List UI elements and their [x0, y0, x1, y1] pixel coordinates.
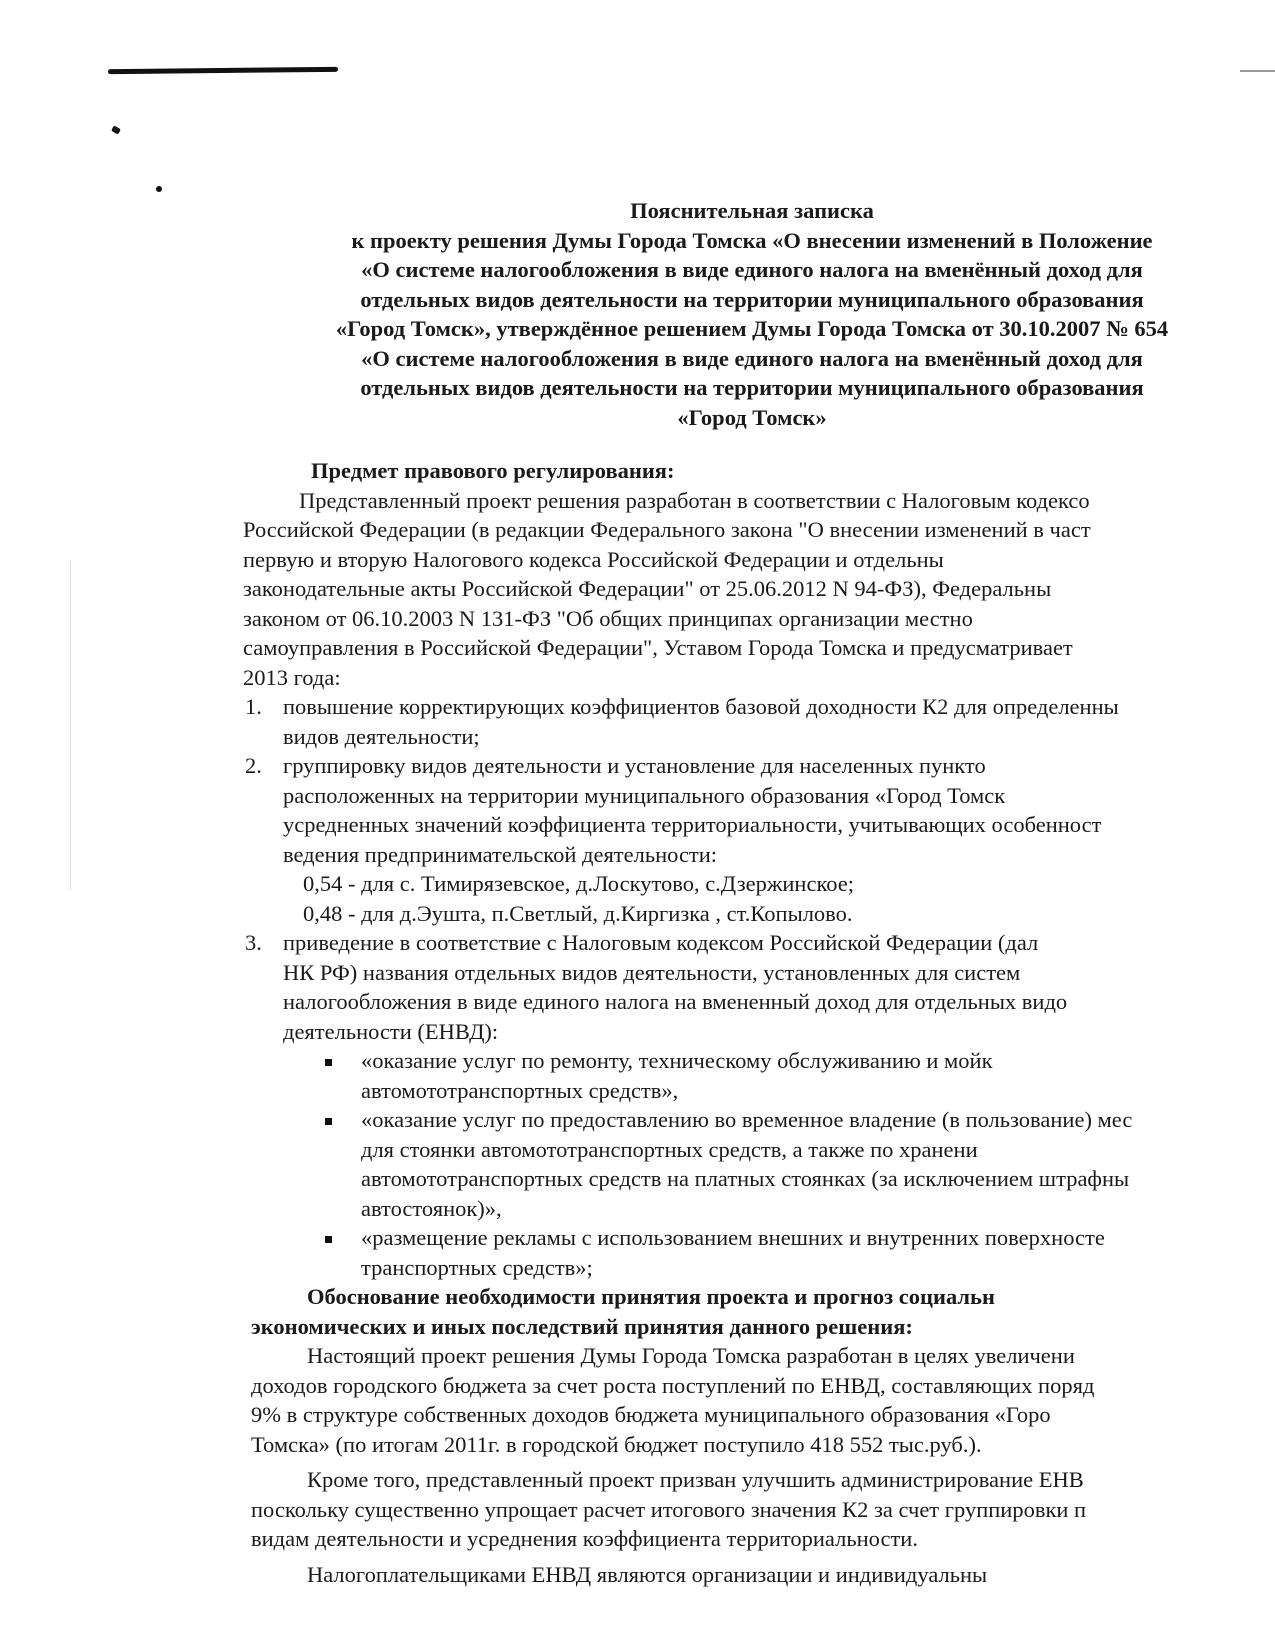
text-line: видам деятельности и усреднения коэффициента территориальности. — [251, 1526, 918, 1551]
bullet-item — [325, 1105, 1275, 1223]
title-line: «О системе налогообложения в виде единого налога на вменённый доход для — [361, 257, 1143, 282]
list-item — [245, 928, 1275, 1046]
text-line: законодательные акты Российской Федерации" от 25.06.2012 N 94-ФЗ), Федеральны — [243, 576, 1052, 601]
text-line: ведения предпринимательской деятельности: — [283, 841, 718, 867]
text-line: Томска» (по итогам 2011г. в городской бюджет поступило 418 552 тыс.руб.). — [251, 1431, 982, 1457]
title-line: «Город Томск», утверждённое решением Думы Города Томска от 30.10.2007 № 654 — [335, 316, 1169, 341]
document-page — [243, 196, 1275, 1589]
paragraph — [251, 1465, 1275, 1554]
text-line: транспортных средств»; — [361, 1254, 593, 1280]
title-line: Пояснительная записка — [630, 198, 874, 223]
text-line: автомототранспортных средств», — [361, 1077, 679, 1103]
list-number: 1. — [245, 694, 262, 719]
text-line: «оказание услуг по ремонту, техническому обслуживанию и мойк — [361, 1048, 993, 1073]
text-line: Представленный проект решения разработан в соответствии с Налоговым кодексо — [299, 487, 1090, 513]
text-line: поскольку существенно упрощает расчет итогового значения К2 за счет группировки п — [251, 1496, 1087, 1522]
text-line: Российской Федерации (в редакции Федерального закона "О внесении изменений в част — [243, 517, 1091, 542]
bullet-marker — [325, 1046, 361, 1105]
text-line: Налогоплательщиками ЕНВД являются организации и индивидуальны — [307, 1561, 988, 1587]
scan-artifact-vertical — [70, 560, 71, 890]
bullet-marker — [325, 1223, 361, 1282]
title-line: «О системе налогообложения в виде единого налога на вменённый доход для — [361, 345, 1143, 371]
bullet-item — [325, 1223, 1275, 1282]
text-line: «оказание услуг по предоставлению во временное владение (в пользование) мес — [361, 1107, 1133, 1132]
text-line: приведение в соответствие с Налоговым кодексом Российской Федерации (дал — [283, 930, 1039, 955]
text-line: налогообложения в виде единого налога на вмененный доход для отдельных видо — [283, 989, 1068, 1014]
text-line: Обоснование необходимости принятия проекта и прогноз социальн — [307, 1284, 995, 1309]
text-line: законом от 06.10.2003 N 131-ФЗ "Об общих принципах организации местно — [243, 605, 973, 631]
text-line: Настоящий проект решения Думы Города Томска разработан в целях увеличени — [307, 1343, 1075, 1368]
text-line: повышение корректирующих коэффициентов базовой доходности К2 для определенны — [283, 694, 1119, 719]
bullet-list — [255, 1046, 1275, 1282]
text-line: 9% в структуре собственных доходов бюджета муниципального образования «Горо — [251, 1402, 1051, 1427]
text-line: НК РФ) названия отдельных видов деятельности, установленных для систем — [283, 959, 1021, 985]
document-title — [247, 196, 1257, 432]
text-line: расположенных на территории муниципального образования «Город Томск — [283, 782, 1006, 808]
title-line: «Город Томск» — [677, 404, 827, 430]
scan-artifact-line — [108, 67, 338, 74]
text-line: автостоянок)», — [361, 1195, 502, 1221]
title-line: к проекту решения Думы Города Томска «О внесении изменений в Положение — [351, 227, 1153, 253]
text-line: для стоянки автомототранспортных средств, а также по хранени — [361, 1136, 978, 1162]
scan-artifact-line-right — [1240, 70, 1275, 72]
paragraph — [251, 1341, 1275, 1459]
text-line: видов деятельности; — [283, 723, 480, 749]
list-item — [245, 751, 1275, 928]
list-item — [245, 692, 1275, 751]
list-number: 3. — [245, 930, 262, 955]
coefficient-line: 0,54 - для с. Тимирязевское, д.Лоскутово, с.Дзержинское; — [303, 871, 855, 896]
text-line: 2013 года: — [243, 664, 341, 690]
scan-speck — [156, 186, 162, 192]
text-line: первую и вторую Налогового кодекса Российской Федерации и отдельны — [243, 546, 944, 572]
bullet-marker — [325, 1105, 361, 1223]
text-line: группировку видов деятельности и установление для населенных пункто — [283, 753, 986, 778]
text-line: автомототранспортных средств на платных стоянках (за исключением штрафны — [361, 1166, 1130, 1191]
text-line: самоуправления в Российской Федерации", Уставом Города Томска и предусматривает — [243, 635, 1073, 660]
scan-speck — [111, 125, 121, 134]
paragraph — [251, 1560, 1275, 1590]
list-number: 2. — [245, 753, 262, 778]
bullet-item — [325, 1046, 1275, 1105]
title-line: отдельных видов деятельности на территории муниципального образования — [360, 375, 1144, 400]
numbered-list — [245, 692, 1275, 1046]
text-line: деятельности (ЕНВД): — [283, 1018, 499, 1044]
coefficient-line: 0,48 - для д.Эушта, п.Светлый, д.Киргизка , ст.Копылово. — [303, 900, 853, 926]
title-line: отдельных видов деятельности на территории муниципального образования — [360, 286, 1144, 312]
text-line: Кроме того, представленный проект призван улучшить администрирование ЕНВ — [307, 1467, 1084, 1492]
text-line: доходов городского бюджета за счет роста поступлений по ЕНВД, составляющих поряд — [251, 1372, 1095, 1398]
intro-paragraph — [243, 486, 1275, 693]
section-heading: Предмет правового регулирования: — [311, 458, 675, 483]
section-heading-2 — [251, 1282, 1275, 1341]
text-line: «размещение рекламы с использованием внешних и внутренних поверхносте — [361, 1225, 1105, 1250]
text-line: экономических и иных последствий принятия данного решения: — [251, 1313, 913, 1339]
text-line: усредненных значений коэффициента территориальности, учитывающих особенност — [283, 812, 1102, 837]
